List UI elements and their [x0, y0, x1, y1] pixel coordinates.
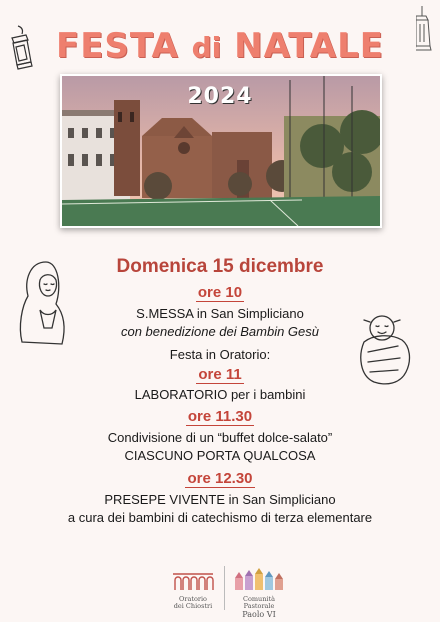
comunita-logo	[228, 568, 290, 619]
title-natale: NATALE	[234, 26, 385, 66]
event-date: Domenica 15 dicembre	[116, 256, 324, 277]
year-label: 2024	[187, 84, 253, 109]
time-slot-1	[0, 284, 440, 301]
event-line: Condivisione di un “buffet dolce-salato”	[107, 430, 333, 445]
oratorio-logo	[164, 568, 222, 610]
time-label: ore 12.30	[187, 470, 253, 487]
title-festa: FESTA	[55, 26, 179, 66]
event-line: PRESEPE VIVENTE in San Simpliciano	[104, 492, 336, 507]
cloister-icon	[171, 568, 215, 592]
logo-text: Comunità Pastorale	[243, 595, 275, 610]
footer-logos	[0, 560, 440, 619]
time-label: ore 10	[197, 284, 243, 301]
title-di: di	[191, 31, 222, 64]
event-line: a cura dei bambini di catechismo di terza elementare	[67, 510, 373, 525]
time-slot-2	[0, 366, 440, 383]
time-slot-4	[0, 470, 440, 487]
logo-text: Paolo VI	[242, 610, 276, 619]
time-label: ore 11	[198, 366, 242, 383]
event-line: S.MESSA in San Simpliciano	[136, 306, 304, 321]
event-line: Festa in Oratorio:	[169, 347, 271, 362]
event-line: con benedizione dei Bambin Gesù	[120, 324, 320, 339]
churches-icon	[233, 568, 285, 592]
page-title	[0, 26, 440, 66]
time-label: ore 11.30	[187, 408, 253, 425]
event-line: LABORATORIO per i bambini	[134, 387, 306, 402]
event-line: CIASCUNO PORTA QUALCOSA	[124, 448, 316, 463]
logo-divider	[224, 566, 225, 610]
logo-text: Oratorio	[179, 595, 207, 603]
logo-text: dei Chiostri	[173, 602, 213, 610]
time-slot-3	[0, 408, 440, 425]
